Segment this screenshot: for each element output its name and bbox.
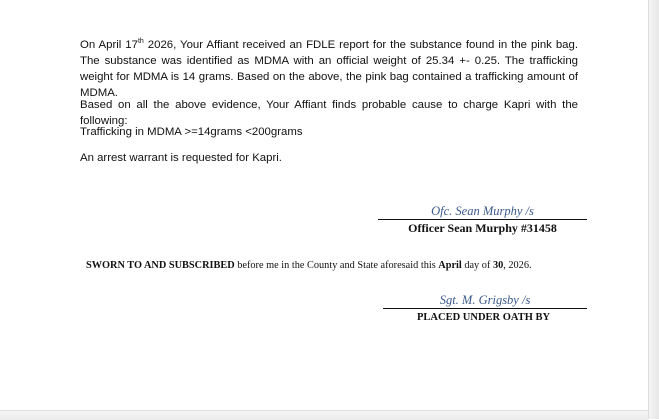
sworn-text-2: day of: [461, 260, 493, 271]
p1-ordinal-suffix: th: [137, 38, 144, 46]
officer-signature-block: [378, 204, 587, 236]
fdle-report-paragraph: [80, 37, 578, 101]
officer-signature: Ofc. Sean Murphy /s: [378, 204, 587, 220]
sworn-text-3: , 2026.: [503, 260, 532, 271]
sworn-day: 30: [492, 260, 504, 271]
arrest-warrant-request: An arrest warrant is requested for Kapri.: [80, 152, 282, 164]
oath-caption: PLACED UNDER OATH BY: [417, 312, 551, 323]
sworn-statement: [86, 259, 532, 273]
sworn-text-1: before me in the County and State aforesaid this: [234, 260, 439, 271]
sworn-lead: SWORN TO AND SUBSCRIBED: [86, 260, 235, 271]
probable-cause-paragraph: Based on all the above evidence, Your Affiant finds probable cause to charge Kapri with the following:: [80, 99, 578, 127]
sworn-month: April: [438, 260, 462, 271]
oath-signature: Sgt. M. Grigsby /s: [383, 293, 587, 309]
charge-line: Trafficking in MDMA >=14grams <200grams: [80, 126, 303, 138]
page-edge-right: [648, 0, 659, 419]
p1-text-rest: 2026, Your Affiant received an FDLE report for the substance found in the pink bag. The substance was identified as MDMA with an official weight of 25.34 +- 0.25. The trafficking weight for MDMA is 14 grams. Based on the above, the pink bag contained a trafficking amount of MDMA.: [80, 39, 578, 99]
p1-text-start: On April 17: [80, 39, 138, 51]
oath-signature-block: [383, 293, 587, 325]
officer-printed-name: Officer Sean Murphy #31458: [408, 221, 557, 235]
